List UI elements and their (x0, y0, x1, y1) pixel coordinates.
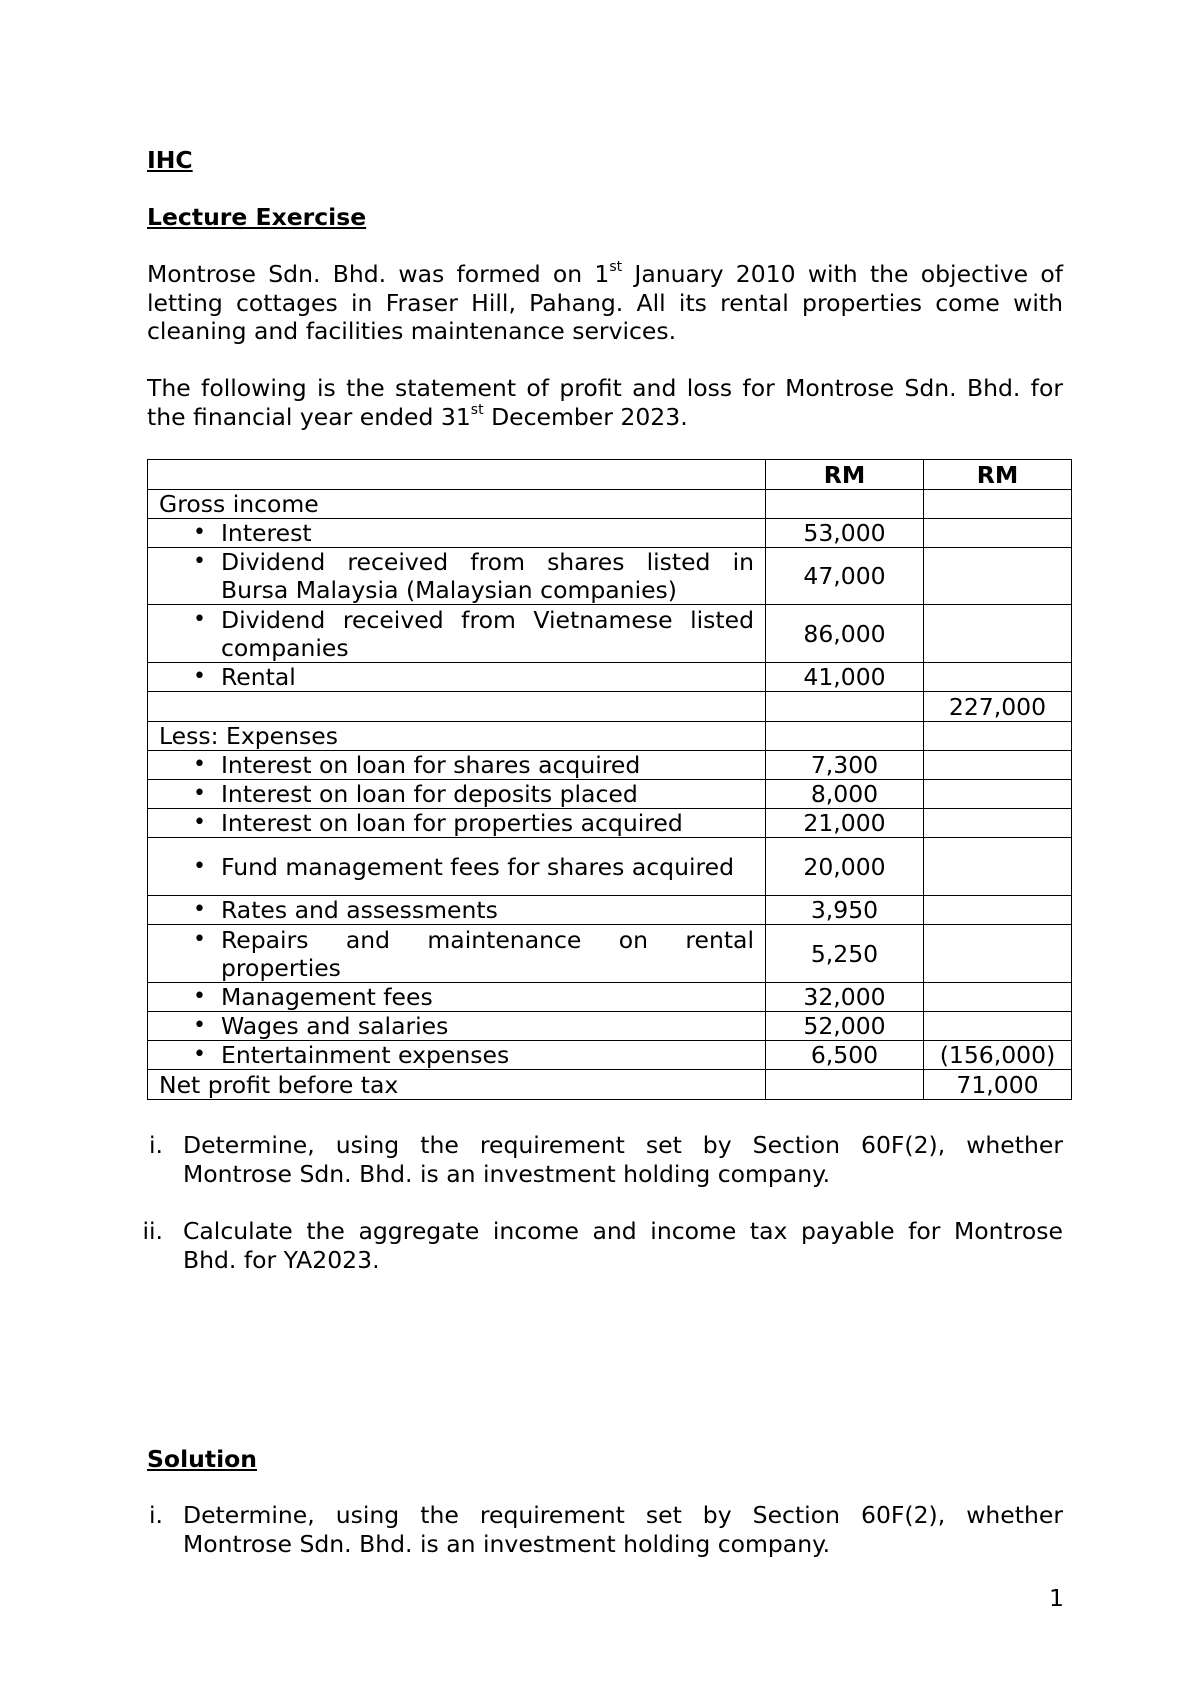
intro-paragraph-1: Montrose Sdn. Bhd. was formed on 1st January 2010 with the objective of letting cottages in Fraser Hill, Pahang. All its rental properties come with cleaning and facilities maintenance services. (147, 259, 1063, 345)
gross-income-label: Gross income (148, 490, 766, 519)
net-profit-label: Net profit before tax (148, 1070, 766, 1100)
bullet-icon: • (193, 664, 206, 689)
table-row: • Interest on loan for deposits placed 8,000 (148, 780, 1072, 809)
table-row: • Interest on loan for properties acquired 21,000 (148, 809, 1072, 838)
expenses-total: (156,000) (924, 1041, 1072, 1070)
net-profit-value: 71,000 (924, 1070, 1072, 1100)
table-row: • Rental 41,000 (148, 663, 1072, 692)
profit-loss-table (147, 459, 1072, 1100)
table-row: • Entertainment expenses 6,500 (156,000) (148, 1041, 1072, 1070)
solution-heading: Solution (147, 1445, 258, 1473)
bullet-icon: • (193, 606, 206, 632)
gross-total: 227,000 (924, 692, 1072, 722)
question-2: ii. Calculate the aggregate income and income tax payable for Montrose Bhd. for YA2023. (142, 1217, 1063, 1274)
table-row: • Management fees 32,000 (148, 983, 1072, 1012)
bullet-icon: • (193, 984, 206, 1009)
table-row (148, 490, 1072, 519)
bullet-icon: • (193, 897, 206, 922)
bullet-icon: • (193, 520, 206, 545)
document-subheading: Lecture Exercise (147, 203, 367, 231)
bullet-icon: • (193, 926, 206, 952)
table-row: • Dividend received from Vietnamese listed companies 86,000 (148, 605, 1072, 663)
bullet-icon: • (193, 752, 206, 777)
bullet-icon: • (193, 1042, 206, 1067)
bullet-icon: • (193, 853, 206, 879)
bullet-icon: • (193, 1013, 206, 1038)
bullet-icon: • (193, 549, 206, 574)
col-rm-header: RM (924, 460, 1072, 490)
document-heading: IHC (147, 146, 193, 174)
expenses-label: Less: Expenses (148, 722, 766, 751)
intro-paragraph-2: The following is the statement of profit and loss for Montrose Sdn. Bhd. for the financial year ended 31st December 2023. (147, 374, 1063, 431)
solution-question-1: i. Determine, using the requirement set by Section 60F(2), whether Montrose Sdn. Bhd. is an investment holding company. (149, 1501, 1063, 1558)
question-1: i. Determine, using the requirement set by Section 60F(2), whether Montrose Sdn. Bhd. is an investment holding company. (149, 1131, 1063, 1188)
table-row (148, 1070, 1072, 1100)
page-number: 1 (1049, 1584, 1064, 1612)
bullet-icon: • (193, 810, 206, 835)
table-row: • Interest on loan for shares acquired 7,300 (148, 751, 1072, 780)
col-rm-header: RM (766, 460, 924, 490)
table-row (148, 722, 1072, 751)
table-header-row (148, 460, 1072, 490)
bullet-icon: • (193, 781, 206, 806)
table-row: • Wages and salaries 52,000 (148, 1012, 1072, 1041)
table-row: • Fund management fees for shares acquired 20,000 (148, 838, 1072, 896)
table-row: • Repairs and maintenance on rental properties 5,250 (148, 925, 1072, 983)
table-row: • Rates and assessments 3,950 (148, 896, 1072, 925)
table-row (148, 692, 1072, 722)
table-row: • Dividend received from shares listed in Bursa Malaysia (Malaysian companies) 47,000 (148, 548, 1072, 605)
table-row: • Interest 53,000 (148, 519, 1072, 548)
